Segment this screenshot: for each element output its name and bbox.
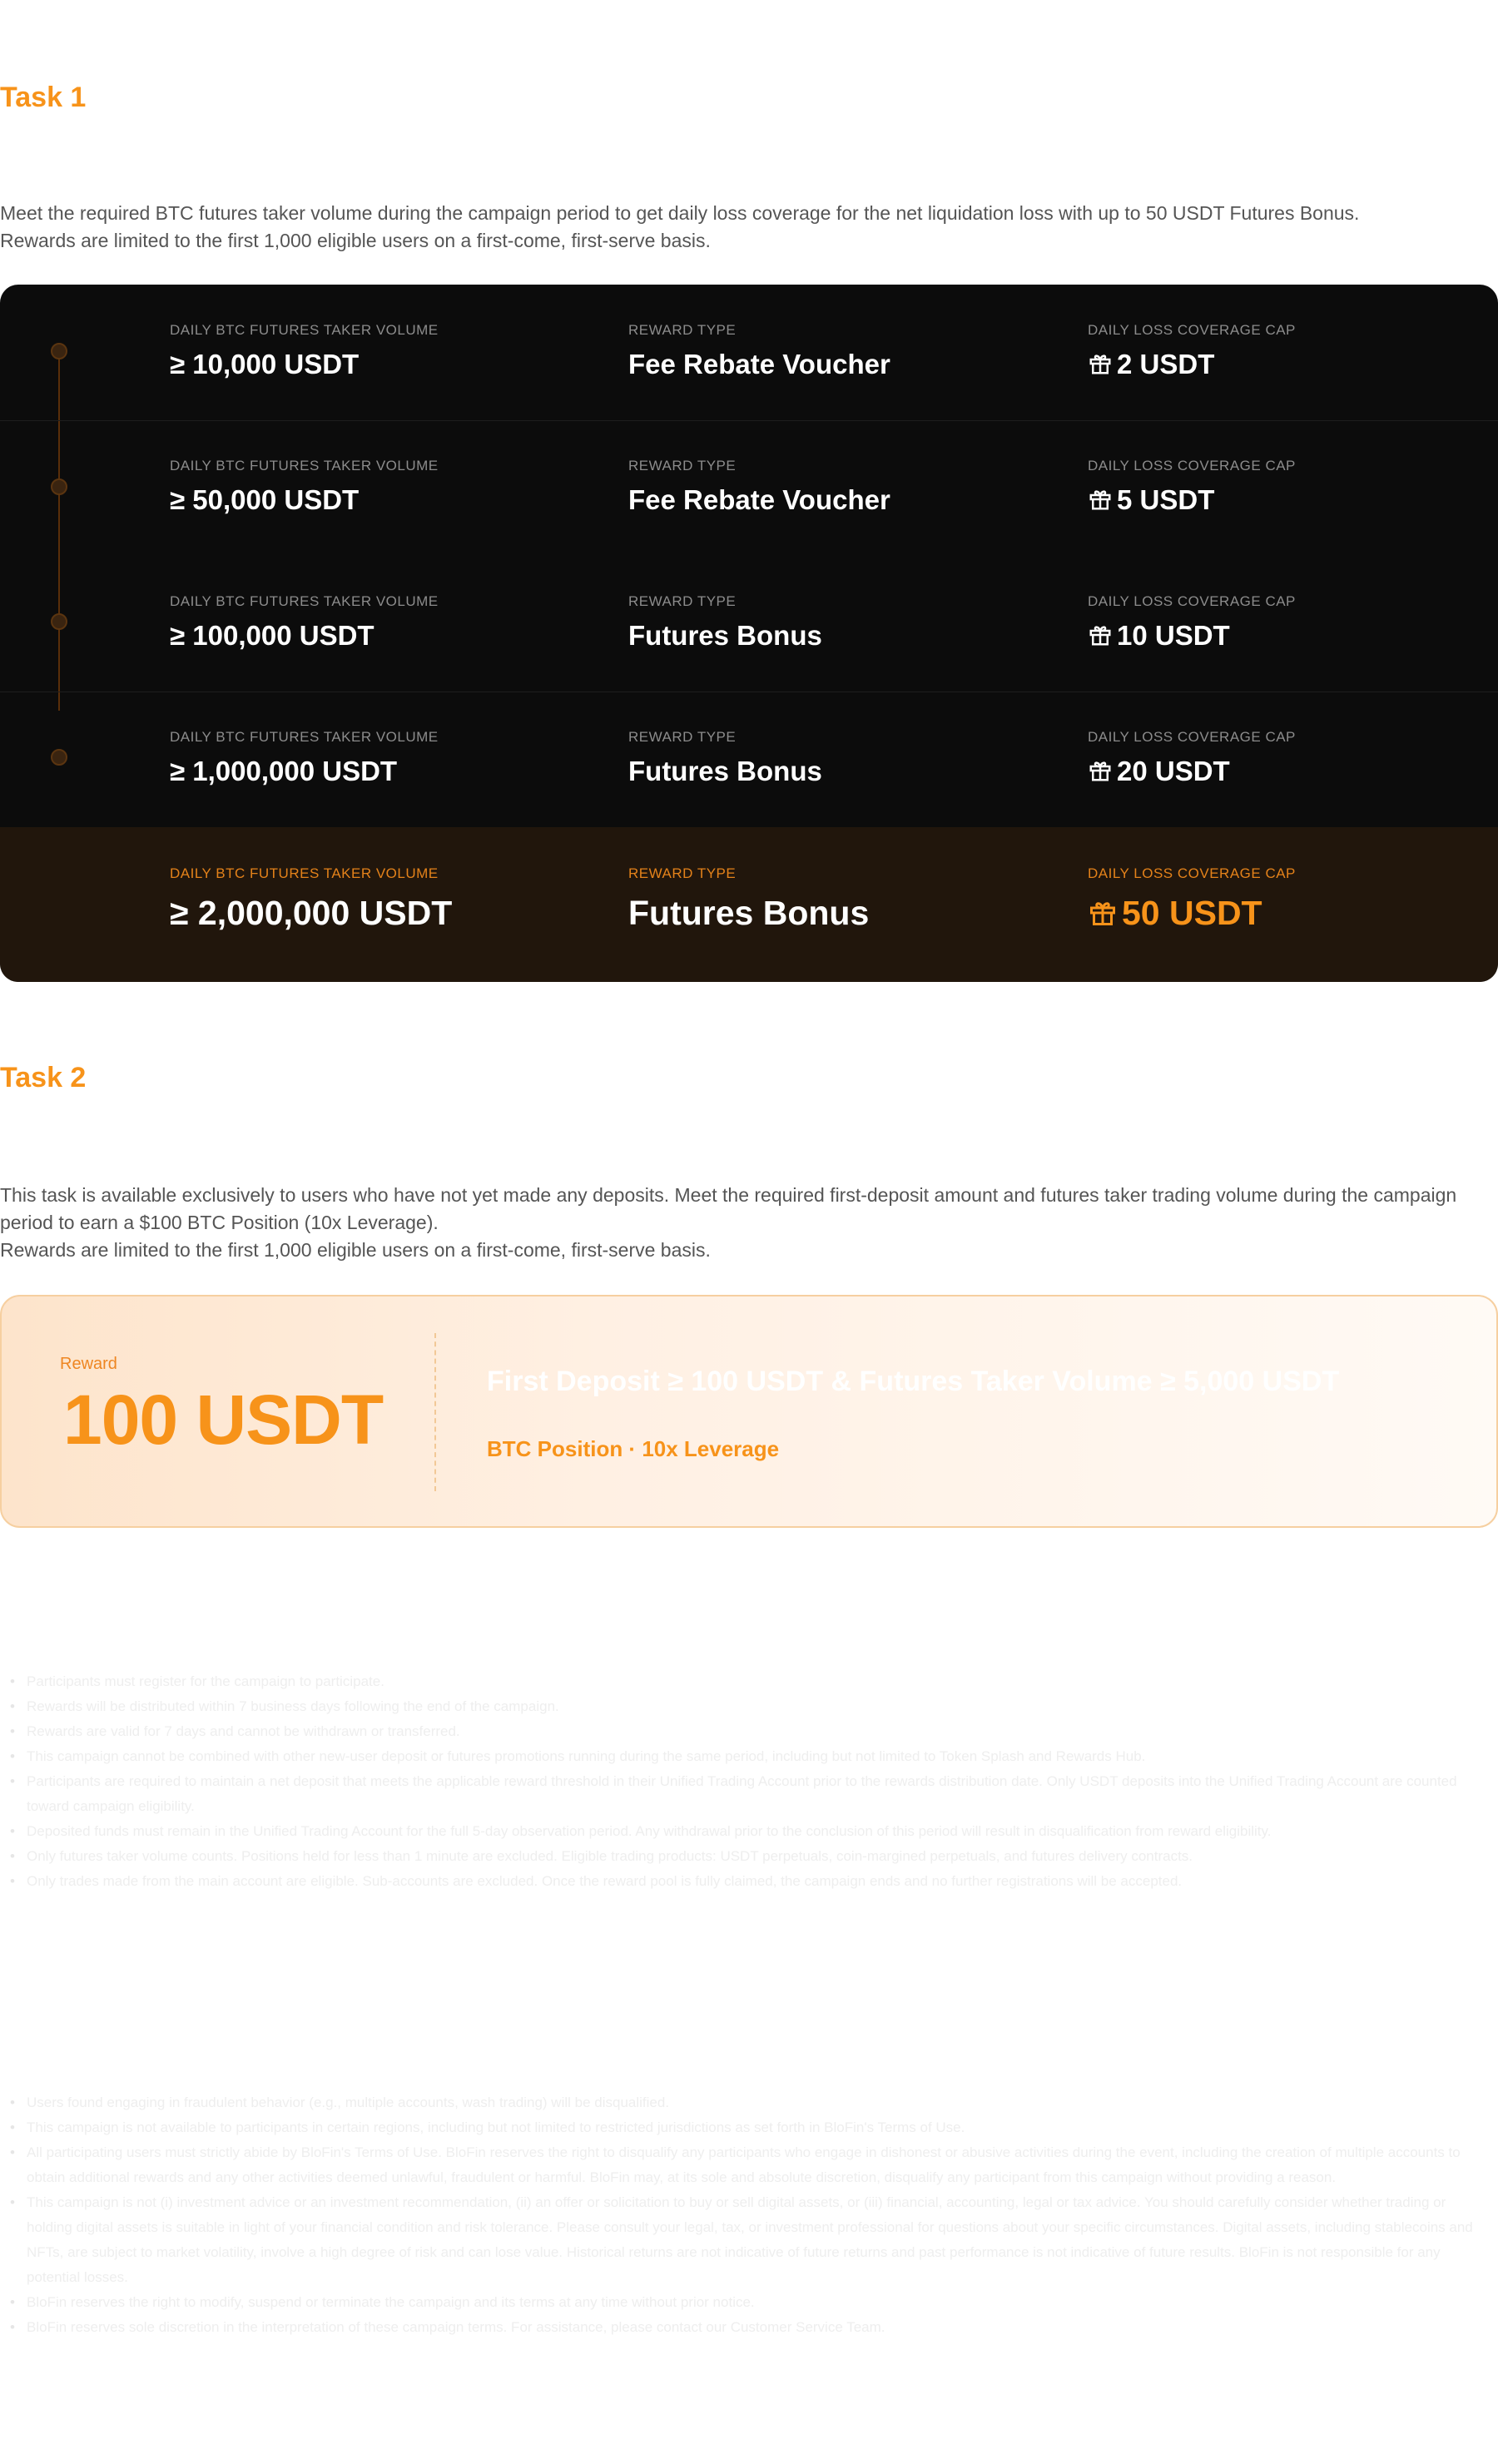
reward-type-value: Fee Rebate Voucher bbox=[628, 349, 890, 379]
cap-label: DAILY LOSS COVERAGE CAP bbox=[1088, 593, 1296, 609]
task2-description bbox=[0, 1182, 1490, 1264]
task2-title: Task 2 bbox=[0, 1062, 87, 1093]
cap-label: DAILY LOSS COVERAGE CAP bbox=[1088, 729, 1296, 745]
reward-type-label: REWARD TYPE bbox=[628, 865, 737, 881]
card-divider bbox=[434, 1333, 436, 1491]
volume-label: DAILY BTC FUTURES TAKER VOLUME bbox=[170, 729, 439, 745]
rule-item: • This campaign is not available to participants in certain regions, including but not limited to restricted jurisdictions as set forth in BloFin's Terms of Use. bbox=[10, 2115, 1483, 2140]
rules-list-2 bbox=[10, 2090, 1483, 2340]
reward-type-value: Fee Rebate Voucher bbox=[628, 484, 890, 515]
task1-description bbox=[0, 200, 1490, 255]
volume-label: DAILY BTC FUTURES TAKER VOLUME bbox=[170, 458, 439, 473]
volume-value: ≥ 1,000,000 USDT bbox=[170, 756, 398, 786]
rule-item: • Rewards are valid for 7 days and cannot be withdrawn or transferred. bbox=[10, 1719, 1483, 1744]
gift-icon bbox=[1088, 898, 1118, 928]
cap-label: DAILY LOSS COVERAGE CAP bbox=[1088, 322, 1296, 338]
rule-item: • This campaign cannot be combined with other new-user deposit or futures promotions running during the same period, including but not limited to Token Splash and Rewards Hub. bbox=[10, 1744, 1483, 1769]
reward-type-value: Futures Bonus bbox=[628, 756, 822, 786]
cap-value: 50 USDT bbox=[1122, 894, 1262, 932]
cap-value: 20 USDT bbox=[1117, 756, 1230, 786]
tier-row bbox=[0, 285, 1498, 421]
rule-item: • All participating users must strictly abide by BloFin's Terms of Use. BloFin reserves the right to disqualify any participants who engage in dishonest or abusive activities during the event, including the creation of multiple accounts to obtain additional rewards and any other activities deemed unlawful, fraudulent or harmful. BloFin may, at its sole and absolute discretion, disqualify any participant from this campaign without providing a reason. bbox=[10, 2140, 1483, 2190]
task1-title: Task 1 bbox=[0, 82, 87, 113]
reward-label: Reward bbox=[60, 1355, 117, 1373]
cap-label: DAILY LOSS COVERAGE CAP bbox=[1088, 865, 1296, 881]
volume-label: DAILY BTC FUTURES TAKER VOLUME bbox=[170, 865, 439, 881]
rule-item: • Rewards will be distributed within 7 business days following the end of the campaign. bbox=[10, 1694, 1483, 1719]
task1-description-line: Meet the required BTC futures taker volume during the campaign period to get daily loss coverage for the net liquidation loss with up to 50 USDT Futures Bonus. bbox=[0, 202, 1360, 224]
volume-value: ≥ 50,000 USDT bbox=[170, 484, 360, 515]
volume-label: DAILY BTC FUTURES TAKER VOLUME bbox=[170, 322, 439, 338]
volume-value: ≥ 10,000 USDT bbox=[170, 349, 360, 379]
rule-item: • Only futures taker volume counts. Positions held for less than 1 minute are excluded. Eligible trading products: USDT perpetuals, coin-margined perpetuals, and futures delivery contracts. bbox=[10, 1844, 1483, 1869]
volume-value: ≥ 2,000,000 USDT bbox=[170, 894, 453, 932]
rules-list-1 bbox=[10, 1669, 1483, 1894]
rule-item: • This campaign is not (i) investment advice or an investment recommendation, (ii) an offer or solicitation to buy or sell digital assets, or (iii) financial, accounting, legal or tax advice. You should carefully consider whether trading or holding digital assets is suitable in light of your financial condition and risk tolerance. Please consult your legal, tax, or investment professional for questions about your specific circumstances. Digital assets, including stablecoins and NFTs, are subject to market volatility, involve a high degree of risk and can lose value. Historical returns are not indicative of future returns and past performance is not indicative of future results. BloFin is not responsible for any potential losses. bbox=[10, 2190, 1483, 2290]
cap-label: DAILY LOSS COVERAGE CAP bbox=[1088, 458, 1296, 473]
rule-item: • BloFin reserves sole discretion in the interpretation of these campaign terms. For assistance, please contact our Customer Service Team. bbox=[10, 2315, 1483, 2340]
reward-type-label: REWARD TYPE bbox=[628, 729, 737, 745]
gift-icon bbox=[1088, 487, 1113, 512]
reward-position: BTC Position · 10x Leverage bbox=[487, 1436, 780, 1461]
gift-icon bbox=[1088, 622, 1113, 647]
reward-amount: 100 USDT bbox=[63, 1381, 384, 1459]
cap-value: 2 USDT bbox=[1117, 349, 1215, 379]
tier-table bbox=[0, 285, 1498, 982]
reward-card bbox=[0, 1295, 1498, 1528]
gift-icon bbox=[1088, 758, 1113, 783]
rule-item: • Participants are required to maintain a net deposit that meets the applicable reward threshold in their Unified Trading Account prior to the rewards distribution date. Only USDT deposits into the Unified Trading Account are counted toward campaign eligibility. bbox=[10, 1769, 1483, 1819]
task1-description-line: Rewards are limited to the first 1,000 eligible users on a first-come, first-serve basis. bbox=[0, 230, 711, 251]
task2-description-line: This task is available exclusively to users who have not yet made any deposits. Meet the required first-deposit amount and futures taker trading volume during the campaign period to earn a $100 BTC Position (10x Leverage). bbox=[0, 1184, 1457, 1233]
rule-item: • Deposited funds must remain in the Unified Trading Account for the full 5-day observation period. Any withdrawal prior to the conclusion of this period will result in disqualification from reward eligibility. bbox=[10, 1819, 1483, 1844]
reward-type-value: Futures Bonus bbox=[628, 894, 870, 932]
rule-item: • Users found engaging in fraudulent behavior (e.g., multiple accounts, wash trading) will be disqualified. bbox=[10, 2090, 1483, 2115]
cap-value: 10 USDT bbox=[1117, 620, 1230, 651]
tier-row bbox=[0, 420, 1498, 556]
reward-type-value: Futures Bonus bbox=[628, 620, 822, 651]
tier-row-highlighted bbox=[0, 827, 1498, 982]
rule-item: • BloFin reserves the right to modify, suspend or terminate the campaign and its terms at any time without prior notice. bbox=[10, 2290, 1483, 2315]
volume-label: DAILY BTC FUTURES TAKER VOLUME bbox=[170, 593, 439, 609]
task2-description-line: Rewards are limited to the first 1,000 eligible users on a first-come, first-serve basis. bbox=[0, 1239, 711, 1261]
reward-type-label: REWARD TYPE bbox=[628, 322, 737, 338]
rule-item: • Participants must register for the campaign to participate. bbox=[10, 1669, 1483, 1694]
reward-type-label: REWARD TYPE bbox=[628, 593, 737, 609]
gift-icon bbox=[1088, 351, 1113, 376]
reward-condition: First Deposit ≥ 100 USDT & Futures Taker Volume ≥ 5,000 USDT bbox=[487, 1366, 1340, 1397]
volume-value: ≥ 100,000 USDT bbox=[170, 620, 374, 651]
reward-type-label: REWARD TYPE bbox=[628, 458, 737, 473]
tier-row bbox=[0, 556, 1498, 692]
tier-row bbox=[0, 692, 1498, 827]
rule-item: • Only trades made from the main account are eligible. Sub-accounts are excluded. Once the reward pool is fully claimed, the campaign ends and no further registrations will be accepted. bbox=[10, 1869, 1483, 1894]
cap-value: 5 USDT bbox=[1117, 484, 1215, 515]
